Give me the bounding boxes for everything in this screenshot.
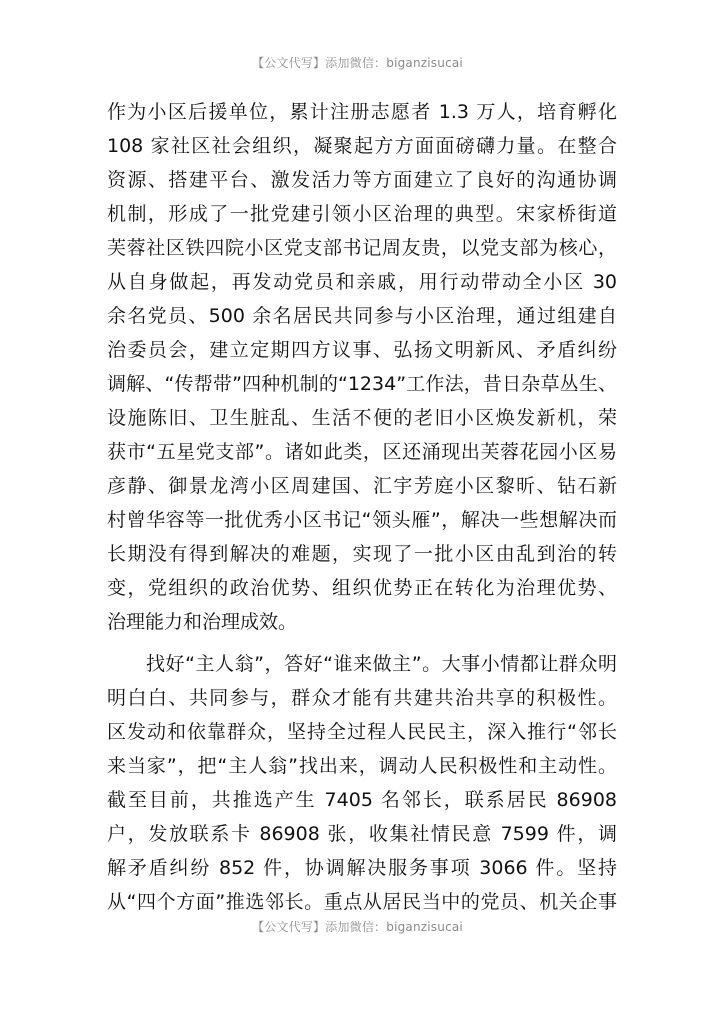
paragraph-1 <box>107 95 617 639</box>
text-line: 截至目前，共推选产生 7405 名邻长，联系居民 86908 <box>107 789 617 811</box>
text-line: 获市“五星党支部”。诸如此类，区还涌现出芙蓉花园小区易 <box>107 441 617 463</box>
text-line: 变，党组织的政治优势、组织优势正在转化为治理优势、 <box>107 577 617 599</box>
footer-watermark: 【公文代写】添加微信：biganzisucai <box>252 920 463 934</box>
text-line: 村曾华容等一批优秀小区书记“领头雁”，解决一些想解决而 <box>107 509 617 531</box>
text-line: 户，发放联系卡 86908 张，收集社情民意 7599 件，调 <box>107 823 617 845</box>
text-line: 从“四个方面”推选邻长。重点从居民当中的党员、机关企事 <box>107 891 617 913</box>
header-watermark: 【公文代写】添加微信：biganzisucai <box>252 56 463 70</box>
text-line: 调解、“传帮带”四种机制的“1234”工作法，昔日杂草丛生、 <box>107 373 617 395</box>
text-line: 治理能力和治理成效。 <box>107 611 298 633</box>
text-line: 解矛盾纠纷 852 件，协调解决服务事项 3066 件。坚持 <box>107 857 617 879</box>
text-line: 作为小区后援单位，累计注册志愿者 1.3 万人，培育孵化 <box>107 101 617 123</box>
text-line: 芙蓉社区铁四院小区党支部书记周友贵，以党支部为核心， <box>107 237 617 259</box>
text-line: 余名党员、500 余名居民共同参与小区治理，通过组建自 <box>107 305 617 327</box>
text-line: 区发动和依靠群众，坚持全过程人民民主，深入推行“邻长 <box>107 721 617 743</box>
text-line: 从自身做起，再发动党员和亲戚，用行动带动全小区 30 <box>107 271 617 293</box>
paragraph-2 <box>107 647 617 919</box>
text-line: 机制，形成了一批党建引领小区治理的典型。宋家桥街道 <box>107 203 617 225</box>
text-line: 找好“主人翁”，答好“谁来做主”。大事小情都让群众明 <box>146 653 617 675</box>
text-line: 设施陈旧、卫生脏乱、生活不便的老旧小区焕发新机，荣 <box>107 407 617 429</box>
text-line: 资源、搭建平台、激发活力等方面建立了良好的沟通协调 <box>107 169 617 191</box>
text-line: 明白白、共同参与，群众才能有共建共治共享的积极性。 <box>107 687 617 709</box>
text-line: 长期没有得到解决的难题，实现了一批小区由乱到治的转 <box>107 543 617 565</box>
text-line: 治委员会，建立定期四方议事、弘扬文明新风、矛盾纠纷 <box>107 339 617 361</box>
document-body <box>107 95 617 919</box>
text-line: 来当家”，把“主人翁”找出来，调动人民积极性和主动性。 <box>107 755 617 777</box>
text-line: 108 家社区社会组织，凝聚起方方面面磅礴力量。在整合 <box>107 135 617 157</box>
text-line: 彦静、御景龙湾小区周建国、汇宇芳庭小区黎昕、钻石新 <box>107 475 617 497</box>
